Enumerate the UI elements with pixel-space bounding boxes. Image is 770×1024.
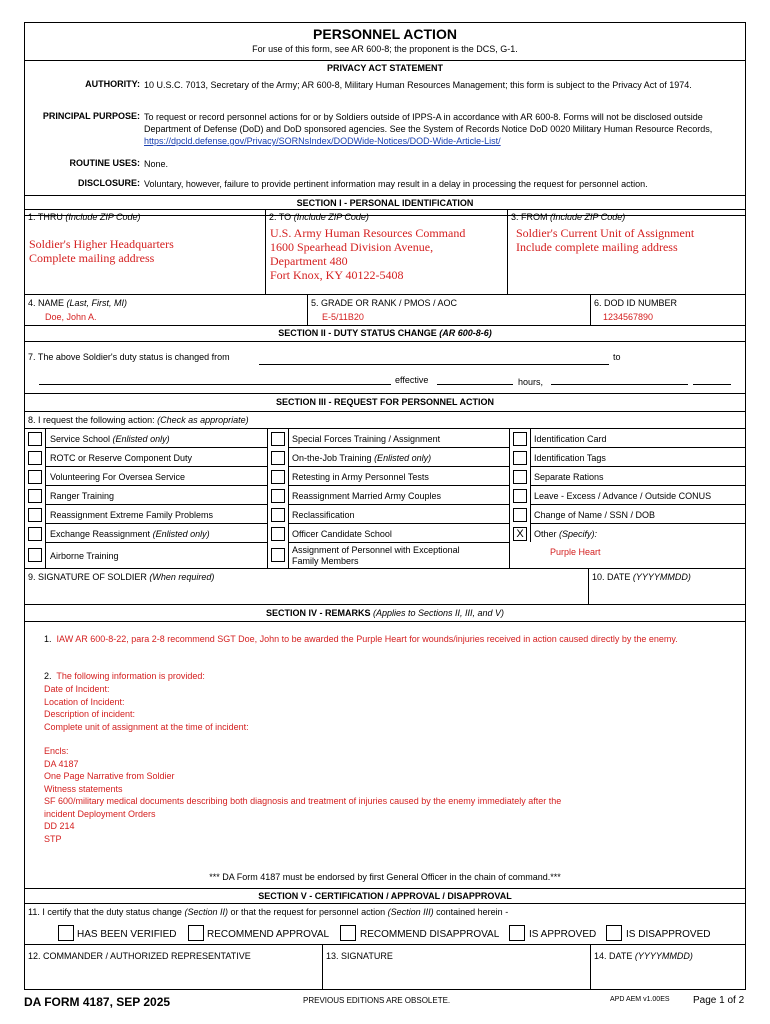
label-exchange: Exchange Reassignment (Enlisted only): [50, 529, 210, 539]
checkbox-ranger[interactable]: [28, 489, 42, 503]
soldier-date-label: 10. DATE (YYYYMMDD): [592, 572, 691, 582]
remarks-area[interactable]: [25, 622, 745, 889]
purpose-body: To request or record personnel actions for or by Soldiers outside of IPPS-A in accordance with AR 600-8. Forms will not be disclosed outside Department of Defense (DoD) and DoD sponsored agencies. See the System of Records Notice DoD 0020 Military Human Resource Records,: [144, 112, 713, 134]
checkbox-id-tags[interactable]: [513, 451, 527, 465]
label-airborne: Airborne Training: [50, 551, 119, 561]
checkbox-ojt[interactable]: [271, 451, 285, 465]
label-rotc: ROTC or Reserve Component Duty: [50, 453, 193, 463]
form-title: PERSONNEL ACTION: [313, 26, 457, 42]
routine-uses-label: ROUTINE USES:: [69, 158, 140, 168]
label-family-problems: Reassignment Extreme Family Problems: [50, 510, 214, 520]
enclosures-list: Encls: DA 4187 One Page Narrative from Soldier Witness statements SF 600/military medical documents describing both diagnosis and treatment of injuries caused by the enemy immediately after the incident Deployment Orders DD 214 STP: [44, 746, 562, 844]
commander-row: [25, 945, 745, 990]
from-field-label: 3. FROM (Include ZIP Code): [511, 212, 626, 222]
checkbox-id-card[interactable]: [513, 432, 527, 446]
disclosure-text: Voluntary, however, failure to provide pertinent information may result in a delay in processing the request for personnel action.: [144, 179, 648, 189]
line8-text: 8. I request the following action: (Check as appropriate): [28, 415, 249, 425]
effective-hours-field[interactable]: [437, 384, 513, 385]
label-service-school: Service School (Enlisted only): [50, 434, 170, 444]
checkbox-oversea[interactable]: [28, 470, 42, 484]
commander-date-field[interactable]: [594, 963, 742, 987]
soldier-signature-label: 9. SIGNATURE OF SOLDIER (When required): [28, 572, 215, 582]
section5-heading: SECTION V - CERTIFICATION / APPROVAL / DISAPPROVAL: [25, 889, 745, 904]
thru-value[interactable]: Soldier's Higher Headquarters Complete mailing address: [29, 237, 174, 265]
line8-row: [25, 412, 745, 429]
endorsement-note: *** DA Form 4187 must be endorsed by first General Officer in the chain of command.***: [209, 872, 561, 882]
section4-heading: SECTION IV - REMARKS (Applies to Sections II, III, and V): [25, 605, 745, 622]
checkbox-change-name[interactable]: [513, 508, 527, 522]
checkbox-service-school[interactable]: [28, 432, 42, 446]
line11-text: 11. I certify that the duty status change (Section II) or that the request for personnel action (Section III) contained herein -: [28, 907, 509, 917]
routine-uses-text: None.: [144, 159, 169, 169]
label-ojt: On-the-Job Training (Enlisted only): [292, 453, 432, 463]
name-value[interactable]: Doe, John A.: [45, 312, 97, 322]
form-header: [25, 23, 745, 61]
checkbox-recommend-approval[interactable]: [188, 925, 204, 941]
checkbox-efmp[interactable]: [271, 548, 285, 562]
label-ocs: Officer Candidate School: [292, 529, 392, 539]
effective-extra-field[interactable]: [693, 384, 731, 385]
checkbox-airborne[interactable]: [28, 548, 42, 562]
checkbox-recommend-disapproval[interactable]: [340, 925, 356, 941]
label-other: Other (Specify):: [534, 529, 598, 539]
label-retesting: Retesting in Army Personnel Tests: [292, 472, 429, 482]
authority-label: AUTHORITY:: [85, 79, 140, 89]
purpose-label: PRINCIPAL PURPOSE:: [42, 111, 140, 121]
checkbox-reclassification[interactable]: [271, 508, 285, 522]
status-from-field[interactable]: [259, 364, 609, 365]
checkbox-ocs[interactable]: [271, 527, 285, 541]
version-label: APD AEM v1.00ES: [610, 996, 670, 1003]
checkbox-other[interactable]: X: [513, 527, 527, 541]
hours-word: hours,: [518, 377, 544, 387]
authority-text: 10 U.S.C. 7013, Secretary of the Army; AR 600-8, Military Human Resources Management; this form is subject to the Privacy Act of 1974.: [144, 80, 692, 90]
privacy-heading: PRIVACY ACT STATEMENT: [326, 63, 443, 73]
checkbox-rotc[interactable]: [28, 451, 42, 465]
checkbox-retesting[interactable]: [271, 470, 285, 484]
purpose-text: [144, 111, 742, 147]
checkbox-leave[interactable]: [513, 489, 527, 503]
commander-field[interactable]: [28, 963, 318, 987]
label-oversea: Volunteering For Oversea Service: [50, 472, 186, 482]
label-is-approved: IS APPROVED: [529, 929, 597, 940]
status-to-field[interactable]: [39, 384, 391, 385]
from-value[interactable]: Soldier's Current Unit of Assignment Include complete mailing address: [516, 226, 695, 254]
soldier-signature-field[interactable]: [28, 583, 584, 603]
label-efmp: Assignment of Personnel with Exceptional Family Members: [292, 545, 460, 566]
label-separate-rations: Separate Rations: [534, 472, 604, 482]
page-number: Page 1 of 2: [693, 995, 745, 1006]
disclosure-label: DISCLOSURE:: [77, 178, 140, 188]
other-specify-value[interactable]: Purple Heart: [550, 547, 601, 557]
checkbox-special-forces[interactable]: [271, 432, 285, 446]
thru-field-label: 1. THRU (Include ZIP Code): [28, 212, 141, 222]
checkbox-married-couples[interactable]: [271, 489, 285, 503]
checkbox-family-problems[interactable]: [28, 508, 42, 522]
action-checkbox-grid: [25, 429, 745, 569]
form-number: DA FORM 4187, SEP 2025: [24, 995, 171, 1009]
checkbox-is-disapproved[interactable]: [606, 925, 622, 941]
checkbox-is-approved[interactable]: [509, 925, 525, 941]
personnel-action-form: [24, 22, 746, 990]
privacy-act-block: [25, 61, 745, 216]
to-word: to: [613, 352, 621, 362]
section1-address-row: [25, 210, 745, 295]
grade-value[interactable]: E-5/11B20: [322, 312, 364, 322]
certification-row: [25, 904, 745, 945]
label-recommend-disapproval: RECOMMEND DISAPPROVAL: [360, 929, 500, 940]
soldier-date-field[interactable]: [592, 583, 742, 603]
label-leave: Leave - Excess / Advance / Outside CONUS: [534, 491, 712, 501]
label-has-been-verified: HAS BEEN VERIFIED: [77, 929, 177, 940]
section2-body: [25, 342, 745, 394]
label-is-disapproved: IS DISAPPROVED: [626, 929, 711, 940]
obsolete-note: PREVIOUS EDITIONS ARE OBSOLETE.: [303, 996, 451, 1005]
to-value[interactable]: U.S. Army Human Resources Command 1600 Spearhead Division Avenue, Department 480 Fort Knox, KY 40122-5408: [270, 226, 466, 282]
label-special-forces: Special Forces Training / Assignment: [292, 434, 441, 444]
commander-signature-field[interactable]: [326, 963, 586, 987]
checkbox-has-been-verified[interactable]: [58, 925, 74, 941]
incident-info-list: Date of Incident: Location of Incident: Description of incident: Complete unit of assignment at the time of incident:: [44, 684, 249, 732]
section1-heading: SECTION I - PERSONAL IDENTIFICATION: [25, 195, 745, 210]
label-reclassification: Reclassification: [292, 510, 355, 520]
label-recommend-approval: RECOMMEND APPROVAL: [207, 929, 330, 940]
remark-para-2: 2. The following information is provided:: [44, 671, 205, 681]
line7-text: 7. The above Soldier's duty status is changed from: [28, 352, 230, 362]
label-ranger: Ranger Training: [50, 491, 115, 501]
checkbox-separate-rations[interactable]: [513, 470, 527, 484]
label-id-card: Identification Card: [534, 434, 607, 444]
name-field-label: 4. NAME (Last, First, MI): [28, 298, 128, 308]
checkbox-exchange[interactable]: [28, 527, 42, 541]
label-married-couples: Reassignment Married Army Couples: [292, 491, 442, 501]
section3-heading: SECTION III - REQUEST FOR PERSONNEL ACTION: [25, 394, 745, 412]
soldier-signature-row: [25, 569, 745, 605]
label-id-tags: Identification Tags: [534, 453, 606, 463]
label-change-name: Change of Name / SSN / DOB: [534, 510, 656, 520]
effective-date-field[interactable]: [551, 384, 688, 385]
section1-identity-row: [25, 295, 745, 326]
remark-para-1: 1. IAW AR 600-8-22, para 2-8 recommend SGT Doe, John to be awarded the Purple Heart for wounds/injuries received in action caused directly by the enemy.: [44, 634, 678, 644]
commander-date-label: 14. DATE (YYYYMMDD): [594, 951, 693, 961]
sorn-link[interactable]: https://dpcld.defense.gov/Privacy/SORNsIndex/DODWide-Notices/DOD-Wide-Article-List/: [144, 136, 501, 146]
form-subtitle: For use of this form, see AR 600-8; the proponent is the DCS, G-1.: [252, 44, 518, 54]
commander-label: 12. COMMANDER / AUTHORIZED REPRESENTATIVE: [28, 951, 251, 961]
dodid-value[interactable]: 1234567890: [603, 312, 654, 322]
grade-field-label: 5. GRADE OR RANK / PMOS / AOC: [311, 298, 458, 308]
effective-word: effective: [395, 375, 429, 385]
commander-signature-label: 13. SIGNATURE: [326, 951, 393, 961]
dodid-field-label: 6. DOD ID NUMBER: [594, 298, 678, 308]
to-field-label: 2. TO (Include ZIP Code): [269, 212, 369, 222]
section2-heading: SECTION II - DUTY STATUS CHANGE (AR 600-8-6): [25, 326, 745, 342]
